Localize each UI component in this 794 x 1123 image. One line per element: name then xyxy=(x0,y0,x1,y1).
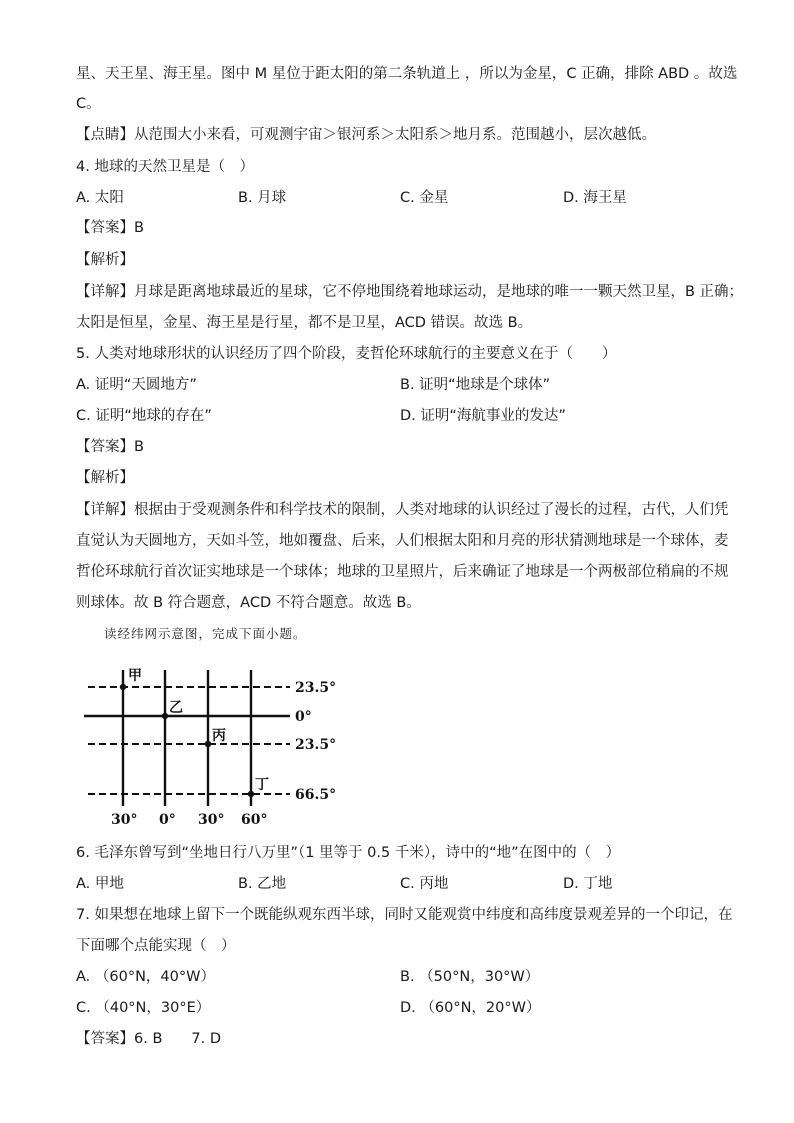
q7-option-b: B. （50°N，30°W） xyxy=(400,969,540,985)
answer-tag: 【答案】 xyxy=(76,220,134,236)
point-label-jia: 甲 xyxy=(128,668,142,684)
point-tag: 【点睛】 xyxy=(76,127,134,143)
q4-option-b: B. 月球 xyxy=(238,190,287,206)
q5-stem: 5. 人类对地球形状的认识经历了四个阶段，麦哲伦环球航行的主要意义在于（ ） xyxy=(76,346,617,362)
graticule-diagram xyxy=(80,628,380,833)
point-jia xyxy=(120,684,126,690)
q5-analysis-tag: 【解析】 xyxy=(76,470,134,486)
point-label-ding: 丁 xyxy=(255,777,269,793)
q6-option-c: C. 丙地 xyxy=(400,876,449,892)
answer-tag: 【答案】 xyxy=(76,439,134,455)
q4-option-c: C. 金星 xyxy=(400,190,449,206)
point-ding xyxy=(248,791,254,797)
detail-text: 根据由于受观测条件和科学技术的限制，人类对地球的认识经过了漫长的过程，古代，人们凭 xyxy=(134,502,729,518)
point-label-yi: 乙 xyxy=(169,700,183,716)
q4-detail-line: 太阳是恒星，金星、海王星是行星，都不是卫星，ACD 错误。故选 B。 xyxy=(76,315,533,331)
answer-value: 6. B 7. D xyxy=(134,1031,221,1047)
lon-label: 60° xyxy=(241,812,268,828)
q7-stem: 7. 如果想在地球上留下一个既能纵观东西半球，同时又能观赏中纬度和高纬度景观差异的一个印记，在 xyxy=(76,907,733,923)
q5-option-b: B. 证明“地球是个球体” xyxy=(400,377,551,393)
figure-caption: 读经纬网示意图，完成下面小题。 xyxy=(104,626,307,641)
point-text: 从范围大小来看，可观测宇宙＞银河系＞太阳系＞地月系。范围越小，层次越低。 xyxy=(134,127,656,143)
lon-label: 30° xyxy=(198,812,225,828)
point-bing xyxy=(205,741,211,747)
answer-value: B xyxy=(134,439,144,455)
q7-option-a: A. （60°N，40°W） xyxy=(76,969,215,985)
detail-tag: 【详解】 xyxy=(76,284,134,300)
q6-option-b: B. 乙地 xyxy=(238,876,287,892)
q5-detail-line: 直觉认为天圆地方，天如斗笠，地如覆盘、后来，人们根据太阳和月亮的形状猜测地球是一个球体，麦 xyxy=(76,533,729,549)
q6-stem: 6. 毛泽东曾写到“坐地日行八万里”（1 里等于 0.5 千米），诗中的“地”在图中的（ ） xyxy=(76,845,621,861)
point-yi xyxy=(162,713,168,719)
q4-answer xyxy=(76,218,144,238)
lat-label: 0° xyxy=(295,709,312,725)
q4-analysis-tag: 【解析】 xyxy=(76,252,134,268)
text-line: C。 xyxy=(76,96,101,112)
q5-detail xyxy=(76,500,729,520)
lon-label: 30° xyxy=(111,812,138,828)
q6-option-a: A. 甲地 xyxy=(76,876,124,892)
answer-tag: 【答案】 xyxy=(76,1031,134,1047)
q7-option-c: C. （40°N，30°E） xyxy=(76,1000,211,1016)
lat-label: 23.5° xyxy=(295,737,337,753)
answer-value: B xyxy=(134,220,144,236)
point-paragraph xyxy=(76,125,656,145)
q7-stem-line: 下面哪个点能实现（ ） xyxy=(76,938,236,954)
final-answer xyxy=(76,1029,221,1049)
point-label-bing: 丙 xyxy=(212,728,226,744)
lat-label: 66.5° xyxy=(295,787,337,803)
q4-stem: 4. 地球的天然卫星是（ ） xyxy=(76,159,254,175)
lon-label: 0° xyxy=(159,812,176,828)
detail-text: 月球是距离地球最近的星球，它不停地围绕着地球运动，是地球的唯一一颗天然卫星，B 正确； xyxy=(134,284,744,300)
q4-detail xyxy=(76,282,743,302)
q5-answer xyxy=(76,437,144,457)
q5-detail-line: 哲伦环球航行首次证实地球是一个球体；地球的卫星照片，后来确证了地球是一个两极部位稍扁的不规 xyxy=(76,564,729,580)
q4-option-a: A. 太阳 xyxy=(76,190,124,206)
q4-option-d: D. 海王星 xyxy=(563,190,627,206)
text-line: 星、天王星、海王星。图中 M 星位于距太阳的第二条轨道上 ，所以为金星，C 正确，排除 ABD 。故选 xyxy=(76,66,738,82)
q5-option-a: A. 证明“天圆地方” xyxy=(76,377,197,393)
detail-tag: 【详解】 xyxy=(76,502,134,518)
q5-option-d: D. 证明“海航事业的发达” xyxy=(400,408,566,424)
q7-option-d: D. （60°N，20°W） xyxy=(400,1000,541,1016)
lat-label: 23.5° xyxy=(295,680,337,696)
q5-detail-line: 则球体。故 B 符合题意，ACD 不符合题意。故选 B。 xyxy=(76,595,421,611)
q5-option-c: C. 证明“地球的存在” xyxy=(76,408,212,424)
q6-option-d: D. 丁地 xyxy=(563,876,613,892)
